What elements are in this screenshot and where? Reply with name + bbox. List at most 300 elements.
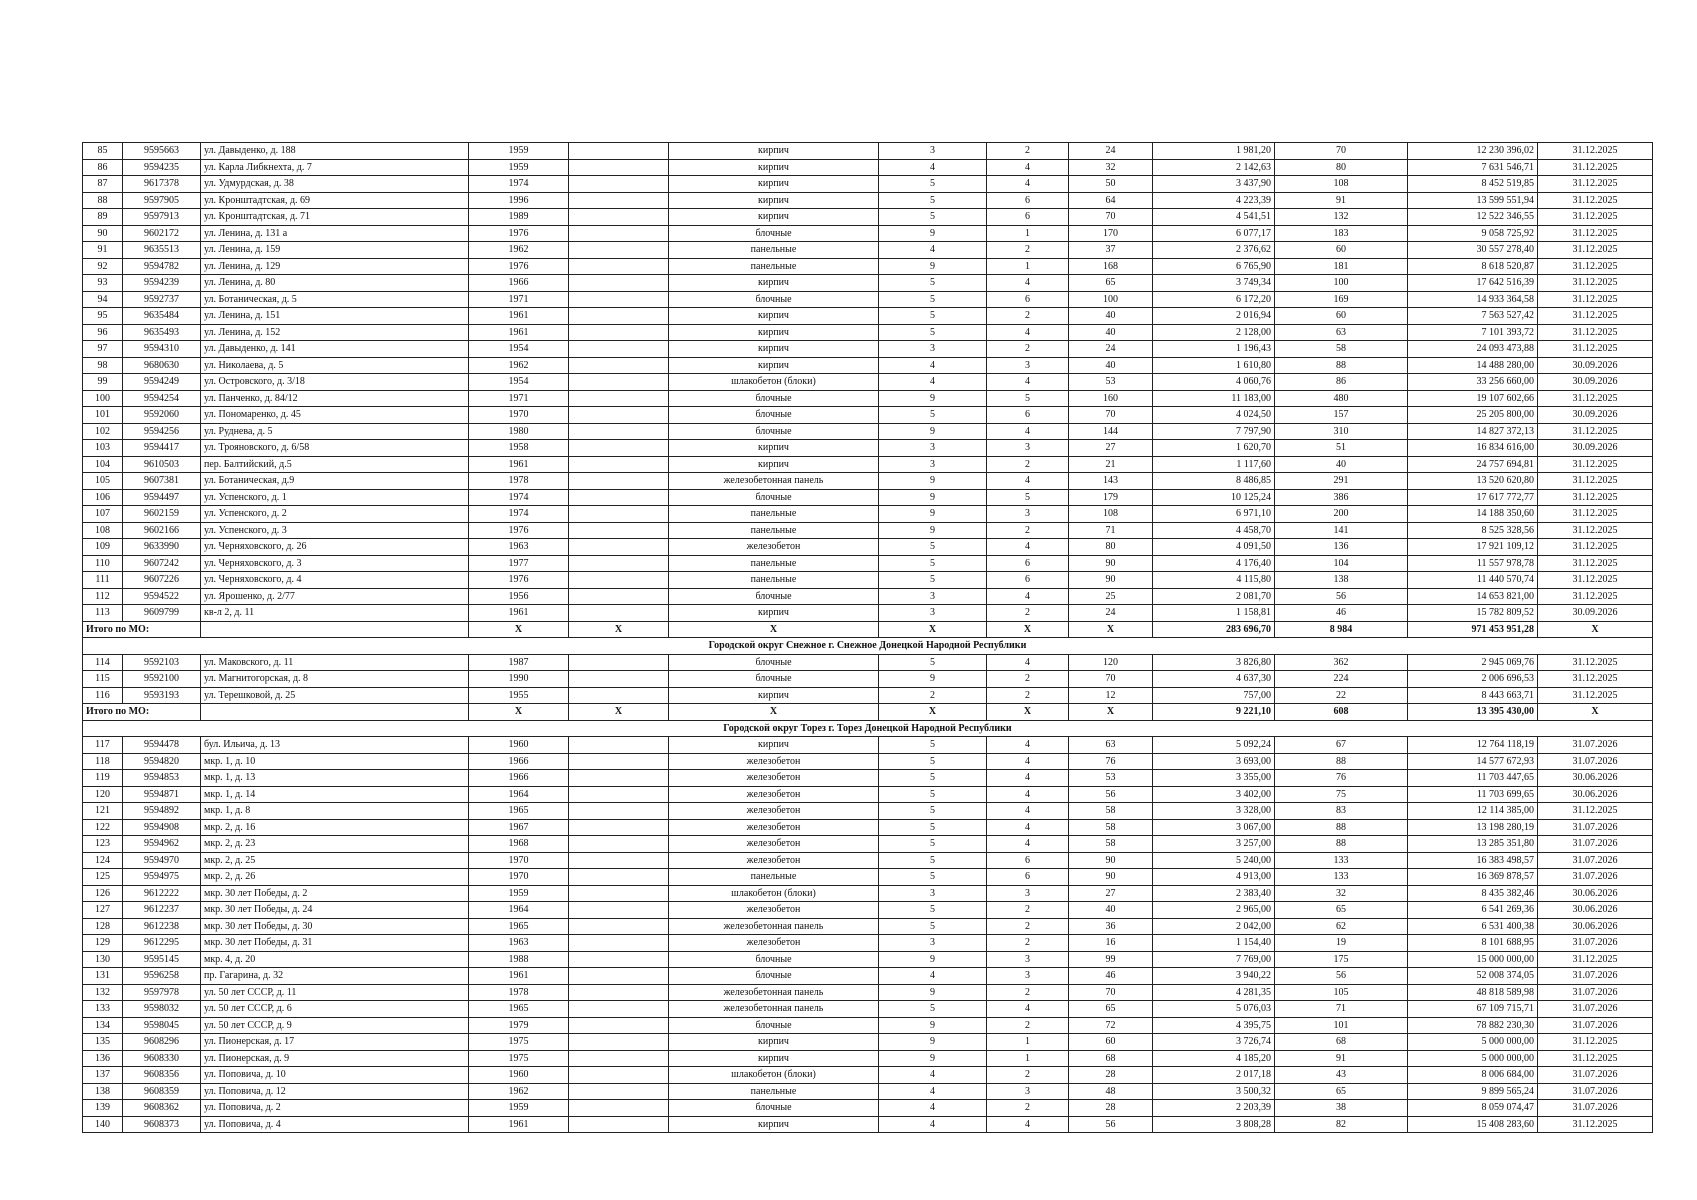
apartments-cell: 76 (1069, 753, 1153, 770)
area-cell: 1 610,80 (1153, 357, 1275, 374)
row-number-cell: 96 (83, 324, 123, 341)
table-row (83, 258, 1653, 275)
deadline-cell: 31.12.2025 (1538, 192, 1653, 209)
apartments-cell: 40 (1069, 308, 1153, 325)
deadline-cell: 30.09.2026 (1538, 374, 1653, 391)
year-cell: 1977 (469, 555, 569, 572)
cost-cell: 24 757 694,81 (1408, 456, 1538, 473)
object-code-cell: 9617378 (123, 176, 201, 193)
address-cell: кв-л 2, д. 11 (201, 605, 469, 622)
cost-cell: 15 408 283,60 (1408, 1116, 1538, 1133)
wall-material-cell: блочные (669, 225, 879, 242)
table-row (83, 1001, 1653, 1018)
apartments-cell: 40 (1069, 357, 1153, 374)
year-cell: 1959 (469, 143, 569, 160)
floors-cell: 5 (879, 786, 987, 803)
address-cell: мкр. 2, д. 25 (201, 852, 469, 869)
area-cell: 7 769,00 (1153, 951, 1275, 968)
row-number-cell: 101 (83, 407, 123, 424)
table-row (83, 836, 1653, 853)
blank-cell (569, 242, 669, 259)
row-number-cell: 134 (83, 1017, 123, 1034)
table-row (83, 852, 1653, 869)
floors-cell: 5 (879, 209, 987, 226)
blank-cell (569, 176, 669, 193)
residents-cell: 362 (1275, 654, 1408, 671)
deadline-cell: 31.12.2025 (1538, 390, 1653, 407)
year-cell: 1959 (469, 159, 569, 176)
apartments-cell: 28 (1069, 1100, 1153, 1117)
blank-cell (569, 935, 669, 952)
wall-material-cell: кирпич (669, 192, 879, 209)
object-code-cell: 9594892 (123, 803, 201, 820)
year-cell: 1967 (469, 819, 569, 836)
wall-material-cell: панельные (669, 572, 879, 589)
apartments-cell: 24 (1069, 605, 1153, 622)
x-mark-cell: X (569, 704, 669, 721)
residents-cell: 386 (1275, 489, 1408, 506)
object-code-cell: 9595145 (123, 951, 201, 968)
table-row (83, 1067, 1653, 1084)
table-row (83, 242, 1653, 259)
blank-cell (569, 456, 669, 473)
residents-cell: 60 (1275, 308, 1408, 325)
area-cell: 1 981,20 (1153, 143, 1275, 160)
area-cell: 2 142,63 (1153, 159, 1275, 176)
area-cell: 2 203,39 (1153, 1100, 1275, 1117)
total-label-cell: Итого по МО: (83, 621, 201, 638)
cost-cell: 16 369 878,57 (1408, 869, 1538, 886)
wall-material-cell: железобетон (669, 770, 879, 787)
wall-material-cell: панельные (669, 869, 879, 886)
object-code-cell: 9608330 (123, 1050, 201, 1067)
table-row (83, 225, 1653, 242)
wall-material-cell: кирпич (669, 159, 879, 176)
deadline-cell: 30.09.2026 (1538, 357, 1653, 374)
section-title: Городской округ Торез г. Торез Донецкой Народной Республики (83, 720, 1653, 737)
wall-material-cell: железобетонная панель (669, 1001, 879, 1018)
cost-cell: 15 000 000,00 (1408, 951, 1538, 968)
total-residents-cell: 8 984 (1275, 621, 1408, 638)
address-cell: ул. Терешковой, д. 25 (201, 687, 469, 704)
table-row (83, 539, 1653, 556)
cost-cell: 8 452 519,85 (1408, 176, 1538, 193)
entrances-cell: 3 (987, 968, 1069, 985)
apartments-cell: 144 (1069, 423, 1153, 440)
apartments-cell: 58 (1069, 836, 1153, 853)
blank-cell (569, 308, 669, 325)
deadline-cell: 31.12.2025 (1538, 539, 1653, 556)
cost-cell: 14 653 821,00 (1408, 588, 1538, 605)
row-number-cell: 93 (83, 275, 123, 292)
deadline-cell: 31.12.2025 (1538, 275, 1653, 292)
blank-cell (569, 258, 669, 275)
wall-material-cell: железобетон (669, 935, 879, 952)
row-number-cell: 86 (83, 159, 123, 176)
residents-cell: 291 (1275, 473, 1408, 490)
address-cell: ул. 50 лет СССР, д. 9 (201, 1017, 469, 1034)
address-cell: мкр. 1, д. 14 (201, 786, 469, 803)
area-cell: 1 117,60 (1153, 456, 1275, 473)
year-cell: 1978 (469, 473, 569, 490)
entrances-cell: 4 (987, 539, 1069, 556)
blank-cell (569, 951, 669, 968)
residents-cell: 133 (1275, 852, 1408, 869)
row-number-cell: 119 (83, 770, 123, 787)
cost-cell: 67 109 715,71 (1408, 1001, 1538, 1018)
cost-cell: 17 642 516,39 (1408, 275, 1538, 292)
total-cost-cell: 13 395 430,00 (1408, 704, 1538, 721)
address-cell: ул. Панченко, д. 84/12 (201, 390, 469, 407)
deadline-cell: 31.12.2025 (1538, 1034, 1653, 1051)
row-number-cell: 90 (83, 225, 123, 242)
area-cell: 5 240,00 (1153, 852, 1275, 869)
floors-cell: 9 (879, 489, 987, 506)
residents-cell: 76 (1275, 770, 1408, 787)
entrances-cell: 4 (987, 737, 1069, 754)
deadline-cell: 31.12.2025 (1538, 555, 1653, 572)
address-cell: ул. Трояновского, д. 6/58 (201, 440, 469, 457)
area-cell: 8 486,85 (1153, 473, 1275, 490)
deadline-cell: 31.12.2025 (1538, 423, 1653, 440)
object-code-cell: 9610503 (123, 456, 201, 473)
blank-cell (569, 753, 669, 770)
residents-cell: 32 (1275, 885, 1408, 902)
floors-cell: 5 (879, 654, 987, 671)
residents-cell: 70 (1275, 143, 1408, 160)
entrances-cell: 6 (987, 192, 1069, 209)
blank-cell (569, 341, 669, 358)
year-cell: 1959 (469, 885, 569, 902)
wall-material-cell: шлакобетон (блоки) (669, 374, 879, 391)
area-cell: 4 176,40 (1153, 555, 1275, 572)
entrances-cell: 2 (987, 935, 1069, 952)
deadline-cell: 31.12.2025 (1538, 588, 1653, 605)
area-cell: 10 125,24 (1153, 489, 1275, 506)
blank-cell (569, 390, 669, 407)
year-cell: 1966 (469, 770, 569, 787)
apartments-cell: 64 (1069, 192, 1153, 209)
blank-cell (569, 1116, 669, 1133)
year-cell: 1970 (469, 407, 569, 424)
blank-cell (569, 786, 669, 803)
year-cell: 1961 (469, 324, 569, 341)
object-code-cell: 9594417 (123, 440, 201, 457)
apartments-cell: 65 (1069, 275, 1153, 292)
area-cell: 2 017,18 (1153, 1067, 1275, 1084)
address-cell: ул. Успенского, д. 2 (201, 506, 469, 523)
blank-cell (569, 143, 669, 160)
object-code-cell: 9594908 (123, 819, 201, 836)
cost-cell: 8 059 074,47 (1408, 1100, 1538, 1117)
deadline-cell: 31.07.2026 (1538, 1100, 1653, 1117)
row-number-cell: 102 (83, 423, 123, 440)
entrances-cell: 3 (987, 506, 1069, 523)
table-row (83, 1100, 1653, 1117)
entrances-cell: 1 (987, 225, 1069, 242)
wall-material-cell: кирпич (669, 1116, 879, 1133)
area-cell: 4 395,75 (1153, 1017, 1275, 1034)
year-cell: 1974 (469, 506, 569, 523)
floors-cell: 4 (879, 1100, 987, 1117)
deadline-cell: 30.06.2026 (1538, 918, 1653, 935)
wall-material-cell: железобетонная панель (669, 918, 879, 935)
cost-cell: 14 933 364,58 (1408, 291, 1538, 308)
object-code-cell: 9594249 (123, 374, 201, 391)
address-cell: бул. Ильича, д. 13 (201, 737, 469, 754)
floors-cell: 4 (879, 242, 987, 259)
area-cell: 4 223,39 (1153, 192, 1275, 209)
year-cell: 1961 (469, 1116, 569, 1133)
apartments-cell: 90 (1069, 852, 1153, 869)
address-cell: мкр. 30 лет Победы, д. 24 (201, 902, 469, 919)
address-cell: ул. Успенского, д. 3 (201, 522, 469, 539)
entrances-cell: 6 (987, 869, 1069, 886)
table-row (83, 671, 1653, 688)
residents-cell: 175 (1275, 951, 1408, 968)
blank-cell (569, 572, 669, 589)
residents-cell: 88 (1275, 819, 1408, 836)
row-number-cell: 95 (83, 308, 123, 325)
apartments-cell: 99 (1069, 951, 1153, 968)
section-title: Городской округ Снежное г. Снежное Донецкой Народной Республики (83, 638, 1653, 655)
floors-cell: 3 (879, 605, 987, 622)
floors-cell: 4 (879, 159, 987, 176)
table-row (83, 506, 1653, 523)
area-cell: 4 541,51 (1153, 209, 1275, 226)
deadline-cell: 30.06.2026 (1538, 786, 1653, 803)
object-code-cell: 9602159 (123, 506, 201, 523)
wall-material-cell: блочные (669, 951, 879, 968)
wall-material-cell: железобетон (669, 902, 879, 919)
apartments-cell: 72 (1069, 1017, 1153, 1034)
residents-cell: 80 (1275, 159, 1408, 176)
apartments-cell: 90 (1069, 572, 1153, 589)
year-cell: 1963 (469, 935, 569, 952)
object-code-cell: 9593193 (123, 687, 201, 704)
entrances-cell: 5 (987, 390, 1069, 407)
entrances-cell: 6 (987, 852, 1069, 869)
residents-cell: 58 (1275, 341, 1408, 358)
floors-cell: 3 (879, 935, 987, 952)
area-cell: 1 158,81 (1153, 605, 1275, 622)
area-cell: 6 765,90 (1153, 258, 1275, 275)
address-cell: ул. Кронштадтская, д. 69 (201, 192, 469, 209)
entrances-cell: 1 (987, 1034, 1069, 1051)
apartments-cell: 168 (1069, 258, 1153, 275)
row-number-cell: 123 (83, 836, 123, 853)
address-cell: ул. Черняховского, д. 4 (201, 572, 469, 589)
deadline-cell: 31.07.2026 (1538, 869, 1653, 886)
floors-cell: 9 (879, 423, 987, 440)
blank-cell (569, 473, 669, 490)
object-code-cell: 9598032 (123, 1001, 201, 1018)
apartments-cell: 27 (1069, 885, 1153, 902)
area-cell: 5 092,24 (1153, 737, 1275, 754)
entrances-cell: 3 (987, 951, 1069, 968)
object-code-cell: 9594235 (123, 159, 201, 176)
cost-cell: 8 525 328,56 (1408, 522, 1538, 539)
object-code-cell: 9594254 (123, 390, 201, 407)
apartments-cell: 32 (1069, 159, 1153, 176)
residents-cell: 141 (1275, 522, 1408, 539)
cost-cell: 8 618 520,87 (1408, 258, 1538, 275)
entrances-cell: 4 (987, 159, 1069, 176)
row-number-cell: 129 (83, 935, 123, 952)
address-cell: ул. 50 лет СССР, д. 11 (201, 984, 469, 1001)
table-row (83, 753, 1653, 770)
apartments-cell: 36 (1069, 918, 1153, 935)
object-code-cell: 9595663 (123, 143, 201, 160)
area-cell: 4 281,35 (1153, 984, 1275, 1001)
deadline-cell: 30.09.2026 (1538, 440, 1653, 457)
area-cell: 4 637,30 (1153, 671, 1275, 688)
blank-cell (201, 704, 469, 721)
floors-cell: 5 (879, 176, 987, 193)
area-cell: 1 154,40 (1153, 935, 1275, 952)
table-row (83, 1050, 1653, 1067)
row-number-cell: 85 (83, 143, 123, 160)
floors-cell: 5 (879, 902, 987, 919)
cost-cell: 6 541 269,36 (1408, 902, 1538, 919)
table-row (83, 770, 1653, 787)
entrances-cell: 4 (987, 654, 1069, 671)
address-cell: ул. Ленина, д. 131 а (201, 225, 469, 242)
x-mark-cell: X (1069, 704, 1153, 721)
object-code-cell: 9594970 (123, 852, 201, 869)
table-row (83, 918, 1653, 935)
blank-cell (569, 192, 669, 209)
wall-material-cell: железобетон (669, 786, 879, 803)
area-cell: 3 437,90 (1153, 176, 1275, 193)
year-cell: 1968 (469, 836, 569, 853)
row-number-cell: 92 (83, 258, 123, 275)
year-cell: 1971 (469, 291, 569, 308)
x-mark-cell: X (469, 704, 569, 721)
entrances-cell: 4 (987, 786, 1069, 803)
cost-cell: 13 520 620,80 (1408, 473, 1538, 490)
object-code-cell: 9592060 (123, 407, 201, 424)
floors-cell: 9 (879, 671, 987, 688)
cost-cell: 52 008 374,05 (1408, 968, 1538, 985)
table-row (83, 159, 1653, 176)
object-code-cell: 9594871 (123, 786, 201, 803)
address-cell: ул. Ленина, д. 129 (201, 258, 469, 275)
blank-cell (569, 968, 669, 985)
table-row (83, 291, 1653, 308)
area-cell: 7 797,90 (1153, 423, 1275, 440)
address-cell: ул. Ботаническая, д. 5 (201, 291, 469, 308)
cost-cell: 9 899 565,24 (1408, 1083, 1538, 1100)
apartments-cell: 60 (1069, 1034, 1153, 1051)
area-cell: 3 749,34 (1153, 275, 1275, 292)
year-cell: 1961 (469, 968, 569, 985)
entrances-cell: 2 (987, 984, 1069, 1001)
wall-material-cell: панельные (669, 555, 879, 572)
table-row (83, 209, 1653, 226)
apartments-cell: 70 (1069, 984, 1153, 1001)
blank-cell (569, 209, 669, 226)
table-row (83, 440, 1653, 457)
total-row (83, 621, 1653, 638)
residents-cell: 91 (1275, 1050, 1408, 1067)
object-code-cell: 9608362 (123, 1100, 201, 1117)
entrances-cell: 4 (987, 753, 1069, 770)
object-code-cell: 9612237 (123, 902, 201, 919)
wall-material-cell: блочные (669, 1017, 879, 1034)
cost-cell: 11 440 570,74 (1408, 572, 1538, 589)
entrances-cell: 6 (987, 291, 1069, 308)
entrances-cell: 2 (987, 1017, 1069, 1034)
address-cell: мкр. 1, д. 8 (201, 803, 469, 820)
year-cell: 1989 (469, 209, 569, 226)
residents-cell: 181 (1275, 258, 1408, 275)
row-number-cell: 104 (83, 456, 123, 473)
cost-cell: 8 101 688,95 (1408, 935, 1538, 952)
table-row (83, 654, 1653, 671)
floors-cell: 5 (879, 324, 987, 341)
floors-cell: 5 (879, 572, 987, 589)
wall-material-cell: кирпич (669, 687, 879, 704)
table-row (83, 555, 1653, 572)
table-row (83, 737, 1653, 754)
blank-cell (569, 374, 669, 391)
x-mark-cell: X (987, 704, 1069, 721)
apartments-cell: 170 (1069, 225, 1153, 242)
entrances-cell: 5 (987, 489, 1069, 506)
wall-material-cell: кирпич (669, 176, 879, 193)
cost-cell: 7 563 527,42 (1408, 308, 1538, 325)
residents-cell: 71 (1275, 1001, 1408, 1018)
wall-material-cell: блочные (669, 968, 879, 985)
apartments-cell: 24 (1069, 341, 1153, 358)
address-cell: ул. 50 лет СССР, д. 6 (201, 1001, 469, 1018)
table-row (83, 308, 1653, 325)
section-header-row (83, 638, 1653, 655)
apartments-cell: 80 (1069, 539, 1153, 556)
cost-cell: 11 703 447,65 (1408, 770, 1538, 787)
residents-cell: 40 (1275, 456, 1408, 473)
housing-register-table (82, 142, 1653, 1133)
address-cell: пр. Гагарина, д. 32 (201, 968, 469, 985)
object-code-cell: 9597978 (123, 984, 201, 1001)
x-mark-cell: X (1069, 621, 1153, 638)
blank-cell (569, 1001, 669, 1018)
blank-cell (201, 621, 469, 638)
year-cell: 1963 (469, 539, 569, 556)
area-cell: 3 826,80 (1153, 654, 1275, 671)
table-row (83, 968, 1653, 985)
entrances-cell: 2 (987, 143, 1069, 160)
floors-cell: 9 (879, 1034, 987, 1051)
row-number-cell: 128 (83, 918, 123, 935)
year-cell: 1960 (469, 1067, 569, 1084)
wall-material-cell: блочные (669, 654, 879, 671)
residents-cell: 183 (1275, 225, 1408, 242)
cost-cell: 19 107 602,66 (1408, 390, 1538, 407)
year-cell: 1976 (469, 258, 569, 275)
residents-cell: 67 (1275, 737, 1408, 754)
row-number-cell: 103 (83, 440, 123, 457)
year-cell: 1979 (469, 1017, 569, 1034)
row-number-cell: 115 (83, 671, 123, 688)
apartments-cell: 70 (1069, 407, 1153, 424)
floors-cell: 5 (879, 308, 987, 325)
entrances-cell: 4 (987, 819, 1069, 836)
row-number-cell: 120 (83, 786, 123, 803)
cost-cell: 9 058 725,92 (1408, 225, 1538, 242)
deadline-cell: 31.07.2026 (1538, 852, 1653, 869)
